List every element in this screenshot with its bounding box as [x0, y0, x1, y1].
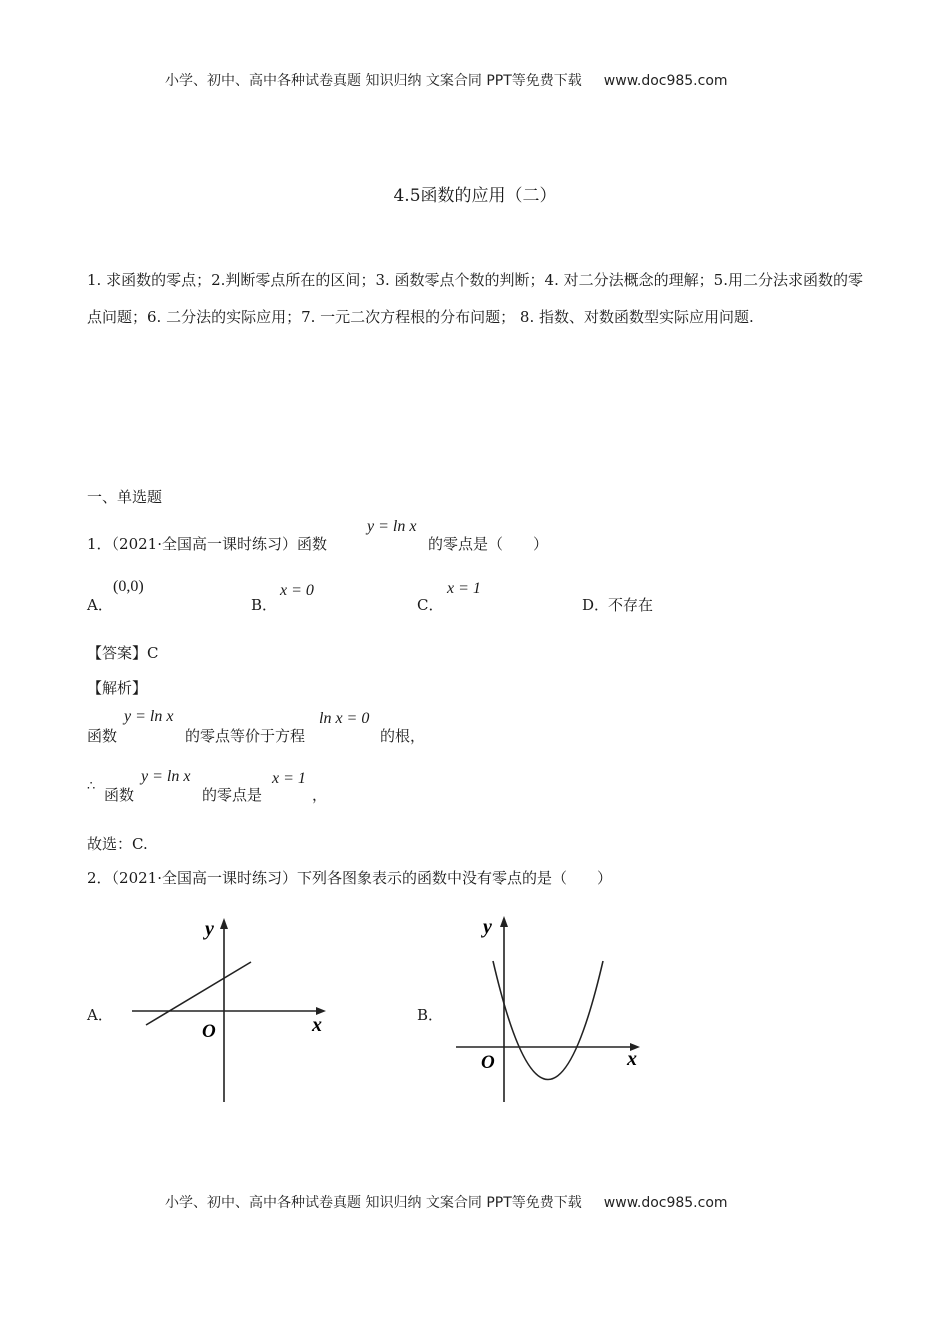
graph-a-y-arrow [220, 918, 228, 929]
footer-url[interactable]: www.doc985.com [603, 1195, 728, 1211]
graph-a-y-label: y [205, 918, 214, 940]
q1-line2-post: ， [312, 786, 328, 804]
q2-graph-b-label: B． [417, 1006, 444, 1024]
graph-a [120, 905, 340, 1115]
q1-line2-math2: x = 1 [272, 770, 306, 787]
graph-b-y-arrow [500, 916, 508, 927]
q1-answer: 【答案】C [87, 644, 159, 662]
q1-line2-mid: 的零点是 [202, 786, 263, 804]
topic-outline: 1. 求函数的零点；2.判断零点所在的区间；3. 函数零点个数的判断；4. 对二分法概念的理解；5.用二分法求函数的零点问题；6. 二分法的实际应用；7. 一元二次方程根的分布问题； 8. 指数、对数函数型实际应用问题. [87, 271, 863, 326]
q1-option-a-math: (0,0) [113, 578, 144, 595]
graph-a-origin-label: O [202, 1021, 216, 1042]
q1-option-b-math: x = 0 [280, 582, 314, 599]
q1-line1-math2: ln x = 0 [319, 710, 370, 727]
q1-line2-pre: 函数 [104, 786, 135, 804]
graph-a-x-label: x [312, 1014, 322, 1036]
q1-option-a-label: A． [87, 596, 113, 614]
q2-graph-a-label: A． [87, 1006, 113, 1024]
graph-b [450, 905, 650, 1115]
q1-analysis-label: 【解析】 [87, 679, 148, 697]
graph-b-x-label: x [627, 1048, 637, 1070]
q1-line1-pre: 函数 [87, 727, 118, 745]
header-text: 小学、初中、高中各种试卷真题 知识归纳 文案合同 PPT等免费下载 [165, 73, 582, 89]
q1-line1-mid: 的零点等价于方程 [185, 727, 306, 745]
footer-text: 小学、初中、高中各种试卷真题 知识归纳 文案合同 PPT等免费下载 [165, 1195, 582, 1211]
q1-therefore: ∴ [87, 779, 96, 794]
q1-stem-post: 的零点是（ ） [428, 535, 549, 553]
q2-stem: 2．（2021·全国高一课时练习）下列各图象表示的函数中没有零点的是（ ） [87, 869, 612, 887]
graph-a-line [146, 962, 251, 1025]
section-heading: 一、单选题 [87, 488, 163, 506]
graph-b-origin-label: O [481, 1052, 495, 1073]
q1-option-d-text: 不存在 [608, 596, 654, 614]
q1-conclusion: 故选：C. [87, 835, 148, 853]
q1-option-c-math: x = 1 [447, 580, 481, 597]
q1-line2-math1: y = ln x [141, 768, 191, 785]
q1-line1-math1: y = ln x [124, 708, 174, 725]
page-header [165, 70, 728, 90]
q1-line1-post: 的根， [380, 727, 426, 745]
q1-stem-pre: 1．（2021·全国高一课时练习）函数 [87, 535, 327, 553]
q1-option-c-label: C． [417, 596, 444, 614]
header-url[interactable]: www.doc985.com [603, 73, 728, 89]
q1-stem-math: y = ln x [367, 518, 417, 535]
graph-b-y-label: y [483, 916, 492, 938]
q1-option-d-label: D． [582, 596, 610, 614]
graph-b-parabola [493, 961, 603, 1080]
page-title: 4.5函数的应用（二） [393, 186, 557, 206]
page-footer [165, 1192, 728, 1212]
q1-option-b-label: B． [251, 596, 278, 614]
